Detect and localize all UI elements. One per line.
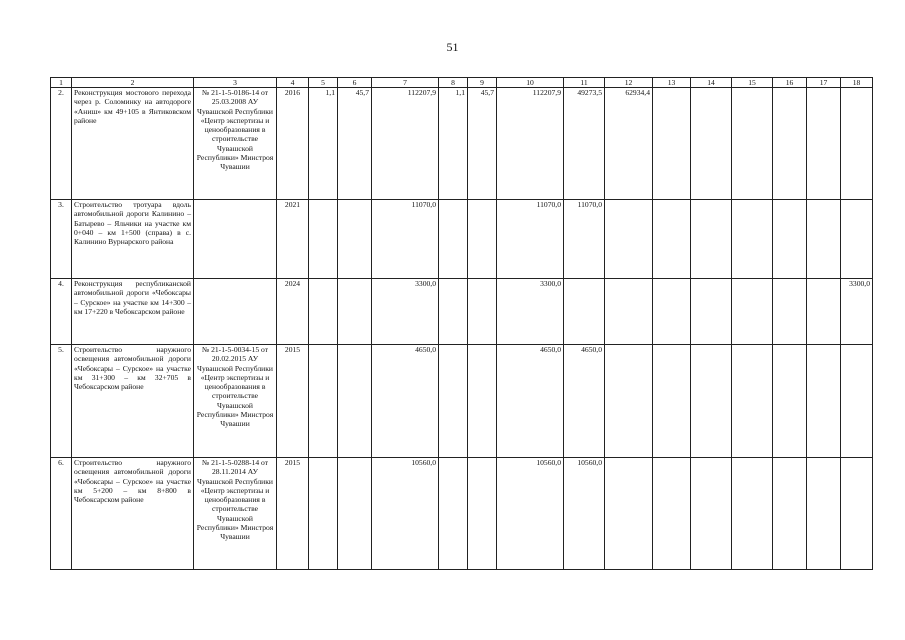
object-name: Строительство наружного освещения автомобильной дороги «Чебоксары – Сурское» на участке км 5+200 – км 8+800 в Чебоксарском районе xyxy=(72,458,194,570)
column-header-4: 4 xyxy=(277,78,309,88)
value-col-16 xyxy=(773,279,807,345)
value-col-6: 45,7 xyxy=(338,88,372,200)
value-col-16 xyxy=(773,88,807,200)
value-col-6 xyxy=(338,200,372,279)
value-col-18 xyxy=(841,345,873,458)
column-header-6: 6 xyxy=(338,78,372,88)
value-col-14 xyxy=(691,458,732,570)
value-col-11: 10560,0 xyxy=(564,458,605,570)
value-col-7: 11070,0 xyxy=(372,200,439,279)
table-row xyxy=(51,88,873,200)
column-header-11: 11 xyxy=(564,78,605,88)
table-row xyxy=(51,458,873,570)
page-number: 51 xyxy=(446,40,459,54)
value-col-5 xyxy=(309,345,338,458)
object-name: Строительство тротуара вдоль автомобильной дороги Калинино – Батырево – Яльчики на участке км 0+040 – км 1+500 (справа) в с. Калинино Вурнарского района xyxy=(72,200,194,279)
value-col-17 xyxy=(807,345,841,458)
value-col-5 xyxy=(309,200,338,279)
value-col-14 xyxy=(691,345,732,458)
value-col-10: 11070,0 xyxy=(497,200,564,279)
value-col-15 xyxy=(732,345,773,458)
value-col-14 xyxy=(691,200,732,279)
value-col-13 xyxy=(653,345,691,458)
value-col-8 xyxy=(439,200,468,279)
table-row xyxy=(51,279,873,345)
value-col-6 xyxy=(338,345,372,458)
value-col-5 xyxy=(309,458,338,570)
value-col-5 xyxy=(309,279,338,345)
value-col-17 xyxy=(807,279,841,345)
row-number: 5. xyxy=(51,345,72,458)
column-header-14: 14 xyxy=(691,78,732,88)
table-row xyxy=(51,200,873,279)
value-col-10: 4650,0 xyxy=(497,345,564,458)
object-name: Реконструкция республиканской автомобильной дороги «Чебоксары – Сурское» на участке км 14+300 – км 17+220 в Чебоксарском районе xyxy=(72,279,194,345)
expertise-conclusion: № 21-1-5-0034-15 от 20.02.2015 АУ Чувашской Республики «Центр экспертизы и ценообразования в строительстве Чувашской Республики» Минстроя Чувашии xyxy=(194,345,277,458)
value-col-8 xyxy=(439,279,468,345)
value-col-16 xyxy=(773,200,807,279)
value-col-8 xyxy=(439,458,468,570)
value-col-7: 3300,0 xyxy=(372,279,439,345)
table-row xyxy=(51,345,873,458)
value-col-15 xyxy=(732,458,773,570)
value-col-9 xyxy=(468,458,497,570)
value-col-11: 49273,5 xyxy=(564,88,605,200)
column-header-13: 13 xyxy=(653,78,691,88)
row-number: 3. xyxy=(51,200,72,279)
value-col-9 xyxy=(468,345,497,458)
value-col-7: 112207,9 xyxy=(372,88,439,200)
object-name: Реконструкция мостового перехода через р. Соломинку на автодороге «Аниш» км 49+105 в Янтиковском районе xyxy=(72,88,194,200)
value-col-15 xyxy=(732,88,773,200)
value-col-12 xyxy=(605,200,653,279)
value-col-12 xyxy=(605,458,653,570)
value-col-13 xyxy=(653,88,691,200)
column-number-row xyxy=(51,78,873,88)
value-col-18 xyxy=(841,200,873,279)
column-header-1: 1 xyxy=(51,78,72,88)
value-col-6 xyxy=(338,458,372,570)
value-col-13 xyxy=(653,458,691,570)
year: 2015 xyxy=(277,458,309,570)
value-col-12 xyxy=(605,345,653,458)
value-col-11 xyxy=(564,279,605,345)
expertise-conclusion xyxy=(194,200,277,279)
value-col-14 xyxy=(691,279,732,345)
value-col-12: 62934,4 xyxy=(605,88,653,200)
value-col-9: 45,7 xyxy=(468,88,497,200)
column-header-15: 15 xyxy=(732,78,773,88)
value-col-9 xyxy=(468,279,497,345)
value-col-7: 4650,0 xyxy=(372,345,439,458)
expertise-conclusion: № 21-1-5-0288-14 от 28.11.2014 АУ Чувашской Республики «Центр экспертизы и ценообразования в строительстве Чувашской Республики» Минстроя Чувашии xyxy=(194,458,277,570)
column-header-7: 7 xyxy=(372,78,439,88)
column-header-3: 3 xyxy=(194,78,277,88)
value-col-14 xyxy=(691,88,732,200)
column-header-8: 8 xyxy=(439,78,468,88)
value-col-17 xyxy=(807,88,841,200)
value-col-18: 3300,0 xyxy=(841,279,873,345)
row-number: 4. xyxy=(51,279,72,345)
value-col-9 xyxy=(468,200,497,279)
value-col-11: 4650,0 xyxy=(564,345,605,458)
value-col-17 xyxy=(807,458,841,570)
value-col-10: 3300,0 xyxy=(497,279,564,345)
expertise-conclusion: № 21-1-5-0186-14 от 25.03.2008 АУ Чувашской Республики «Центр экспертизы и ценообразования в строительстве Чувашской Республики» Минстроя Чувашии xyxy=(194,88,277,200)
expertise-conclusion xyxy=(194,279,277,345)
year: 2015 xyxy=(277,345,309,458)
row-number: 6. xyxy=(51,458,72,570)
year: 2016 xyxy=(277,88,309,200)
value-col-15 xyxy=(732,279,773,345)
column-header-10: 10 xyxy=(497,78,564,88)
column-header-9: 9 xyxy=(468,78,497,88)
value-col-13 xyxy=(653,200,691,279)
value-col-13 xyxy=(653,279,691,345)
value-col-8 xyxy=(439,345,468,458)
object-name: Строительство наружного освещения автомобильной дороги «Чебоксары – Сурское» на участке км 31+300 – км 32+705 в Чебоксарском районе xyxy=(72,345,194,458)
row-number: 2. xyxy=(51,88,72,200)
column-header-17: 17 xyxy=(807,78,841,88)
value-col-5: 1,1 xyxy=(309,88,338,200)
value-col-10: 10560,0 xyxy=(497,458,564,570)
column-header-12: 12 xyxy=(605,78,653,88)
value-col-11: 11070,0 xyxy=(564,200,605,279)
column-header-18: 18 xyxy=(841,78,873,88)
value-col-12 xyxy=(605,279,653,345)
value-col-18 xyxy=(841,458,873,570)
value-col-10: 112207,9 xyxy=(497,88,564,200)
value-col-18 xyxy=(841,88,873,200)
value-col-17 xyxy=(807,200,841,279)
value-col-15 xyxy=(732,200,773,279)
investment-table xyxy=(50,77,873,570)
value-col-8: 1,1 xyxy=(439,88,468,200)
column-header-2: 2 xyxy=(72,78,194,88)
value-col-16 xyxy=(773,458,807,570)
value-col-16 xyxy=(773,345,807,458)
column-header-5: 5 xyxy=(309,78,338,88)
column-header-16: 16 xyxy=(773,78,807,88)
year: 2021 xyxy=(277,200,309,279)
value-col-6 xyxy=(338,279,372,345)
value-col-7: 10560,0 xyxy=(372,458,439,570)
year: 2024 xyxy=(277,279,309,345)
